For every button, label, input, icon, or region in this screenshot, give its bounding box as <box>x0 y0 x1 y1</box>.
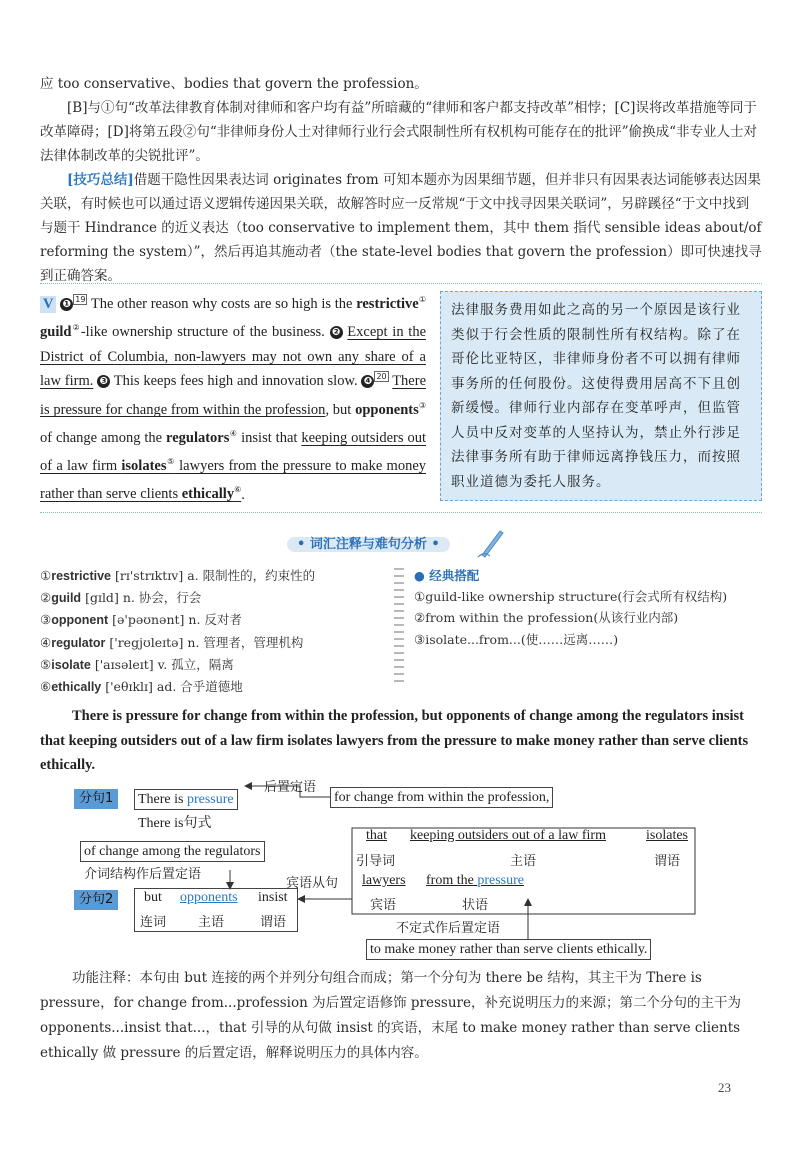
analysis-line-1: 应 too conservative、bodies that govern the profession。 <box>40 76 428 92</box>
footnote-mark: ② <box>71 323 81 333</box>
vocab-item: ④regulator ['regjʊleɪtə] n. 管理者，管理机构 <box>40 634 304 650</box>
clause-1-core: There is pressure <box>134 789 238 810</box>
vocab-item: ⑥ethically ['eθɪklɪ] ad. 合乎道德地 <box>40 679 243 695</box>
word-that: that <box>366 828 387 843</box>
tip-label: [技巧总结] <box>67 172 134 188</box>
adverbial-phrase: from the pressure <box>426 873 524 888</box>
sentence-number-4: ❹ <box>361 375 374 388</box>
vocab-word: regulators <box>166 429 230 446</box>
infinitive-phrase: to make money rather than serve clients ethically. <box>366 939 651 960</box>
footnote-mark: ① <box>418 295 427 304</box>
word-insist: insist <box>258 890 288 905</box>
tip-text: 借题干隐性因果表达词 originates from 可知本题亦为因果细节题，但并非只有因果表达词能够表达因果关联，有时候也可以通过语义逻辑传递因果关联，故解答时应一反常规“于文中找寻因果关联词”，另辟蹊径“于文中找到与题干 Hindrance 的近义表达（too conservative to implement them，其中 them 指代 sensible ideas about/of reforming the system）”，然后再追其施动者（the state-level bodies that govern the profession）即可快速找寻到正确答案。 <box>40 172 762 284</box>
passage-text: -like ownership structure of the business. <box>80 324 325 341</box>
prep-phrase: of change among the regulators <box>80 841 265 862</box>
vocab-word: restrictive <box>356 295 419 312</box>
passage-text: keeping outsiders out of a law firm isolates⑤ lawyers from the pressure to make money rather than serve clients ethically⑥ <box>40 429 427 503</box>
postmod-label: 后置定语 <box>264 780 317 795</box>
footnote-mark: ④ <box>229 428 238 438</box>
clause-1-modifier: for change from within the profession, <box>330 787 553 808</box>
sentence-number-3: ❸ <box>97 375 110 388</box>
passage-text: This keeps fees high and innovation slow. <box>113 373 358 390</box>
word-opponents: opponents <box>180 890 238 905</box>
vocab-item: ①restrictive [rɪ'strɪktɪv] a. 限制性的，约束性的 <box>40 568 316 583</box>
role-predicate: 谓语 <box>260 915 287 930</box>
vocab-word: opponents <box>355 401 419 418</box>
question-tag-20: 20 <box>376 372 387 382</box>
footnote-mark: ③ <box>418 400 427 410</box>
sentence-number-2: ❷ <box>330 326 343 339</box>
translation-box: 法律服务费用如此之高的另一个原因是该行业类似于行会性质的限制性所有权结构。除了在哥伦比亚特区，非律师身份者不可以拥有律师事务所的任何股份。这使得费用居高不下且创新缓慢。律师行业内部存在变革呼声，但监管人员中反对变革的人坚持认为，禁止外行涉足法律事务所有助于律师远离挣钱压力，而按照职业道德为委托人服务。 <box>440 291 762 501</box>
vocab-item: ②guild [gɪld] n. 协会，行会 <box>40 590 202 606</box>
analysis-options-paragraph: [B]与①句“改革法律教育体制对律师和客户均有益”所暗藏的“律师和客户都支持改革”相悖；[C]误将改革措施等同于改革障碍；[D]将第五段②句“非律师身份人士对律师行业行会式限制性所有权机构可能存在的批评”偷换成“非专业人士对法律体制改革的尖锐批评”。 <box>40 100 758 164</box>
vocab-title-label: • 词汇注释与难句分析 • <box>287 537 450 552</box>
hard-sentence: There is pressure for change from within the profession, but opponents of change among the regulators insist that keeping outsiders out of a law firm isolates lawyers from the pressure to make money rather than serve clients ethically. <box>40 708 749 773</box>
subject-phrase: keeping outsiders out of a law firm <box>410 828 606 843</box>
passage-text: The other reason why costs are so high is the <box>90 295 357 312</box>
role-conjunction: 连词 <box>140 915 167 930</box>
role-object: 宾语 <box>370 898 397 913</box>
word-but: but <box>144 890 162 905</box>
passage-text: of change among the <box>40 429 167 446</box>
passage-text: insist that <box>237 429 302 446</box>
clause-1-label: 分句1 <box>74 789 118 809</box>
passage-text: Except in the District of Columbia, non-lawyers may not own any share of a law firm. <box>40 324 427 390</box>
page-number: 23 <box>718 1080 731 1095</box>
bullet-icon: ● <box>414 568 425 583</box>
vocab-item: ③opponent [ə'pəʊnənt] n. 反对者 <box>40 612 242 628</box>
question-tag-19: 19 <box>75 295 86 304</box>
collocation-title: ● 经典搭配 <box>414 568 480 583</box>
collocation-item: ③isolate...from...(使……远离……) <box>414 631 619 647</box>
passage-text: There is pressure for change from within the profession <box>40 373 427 418</box>
vocab-item: ⑤isolate ['aɪsəleɪt] v. 孤立，隔离 <box>40 656 234 672</box>
function-note: 功能注释：本句由 but 连接的两个并列分句组合而成；第一个分句为 there be 结构，其主干为 There is pressure，for change from...profession 为后置定语修饰 pressure，补充说明压力的来源；第二个分句的主干为 opponents...insist that...，that 引导的从句做 insist 的宾语，末尾 to make money rather than serve clients ethically 做 pressure 的后置定语，解释说明压力的具体内容。 <box>40 970 741 1061</box>
passage-text: , but <box>325 401 356 418</box>
infinitive-label: 不定式作后置定语 <box>396 921 501 936</box>
paragraph-label: V <box>40 296 56 313</box>
there-is-note: There is句式 <box>138 816 212 831</box>
object-clause-label: 宾语从句 <box>286 876 339 891</box>
vocab-word: guild <box>40 324 72 341</box>
passage-text: . <box>241 486 245 503</box>
role-predicate-2: 谓语 <box>654 854 681 869</box>
clause-2-label: 分句2 <box>74 890 118 910</box>
collocation-item: ②from within the profession(从该行业内部) <box>414 610 679 626</box>
role-subject: 主语 <box>198 915 225 930</box>
role-introducer: 引导词 <box>356 854 396 869</box>
word-lawyers: lawyers <box>362 873 406 888</box>
role-adverbial: 状语 <box>462 898 489 913</box>
prep-note: 介词结构作后置定语 <box>84 867 202 882</box>
sentence-number-1: ❶ <box>60 298 73 311</box>
collocation-item: ①guild-like ownership structure(行会式所有权结构) <box>414 589 728 605</box>
word-isolates: isolates <box>646 828 688 843</box>
role-subject-2: 主语 <box>510 854 537 869</box>
